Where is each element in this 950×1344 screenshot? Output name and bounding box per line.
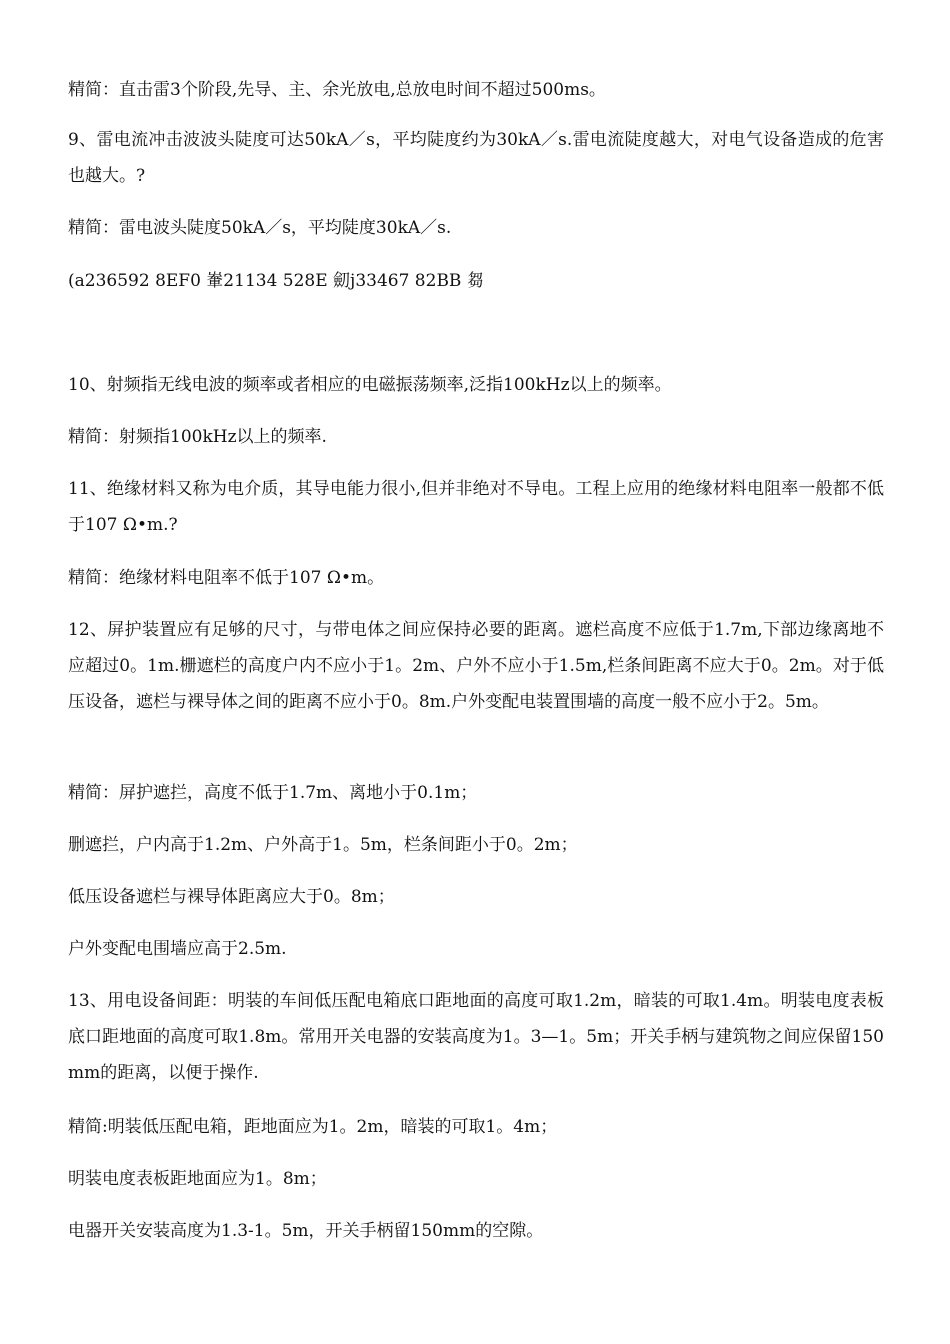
paragraph-summary-direct-lightning: 精简：直击雷3个阶段,先导、主、余光放电,总放电时间不超过500ms。 — [68, 80, 606, 100]
paragraph-item-9: 9、雷电流冲击波波头陡度可达50kA／s，平均陡度约为30kA／s.雷电流陡度越大，对电气设备造成的危害也越大。? — [68, 130, 884, 186]
paragraph-outdoor-wall-summary: 户外变配电围墙应高于2.5m. — [68, 939, 287, 959]
paragraph-low-voltage-summary: 低压设备遮栏与裸导体距离应大于0。8m； — [68, 887, 395, 907]
paragraph-summary-item-12: 精简：屏护遮拦，高度不低于1.7m、离地小于0.1m； — [68, 783, 478, 803]
paragraph-summary-item-13: 精简:明装低压配电箱，距地面应为1。2m，暗装的可取1。4m； — [68, 1117, 558, 1137]
paragraph-item-12: 12、屏护装置应有足够的尺寸，与带电体之间应保持必要的距离。遮栏高度不应低于1.7m,下部边缘离地不应超过0。1m.栅遮栏的高度户内不应小于1。2m、户外不应小于1.5m,栏条间距离不应大于0。2m。对于低压设备，遮栏与裸导体之间的距离不应小于0。8m.户外变配电装置围墙的高度一般不应小于2。5m。 — [68, 620, 884, 712]
paragraph-item-11: 11、绝缘材料又称为电介质，其导电能力很小,但并非绝对不导电。工程上应用的绝缘材料电阻率一般都不低于107 Ω•m.? — [68, 479, 884, 535]
paragraph-summary-item-9: 精简：雷电波头陡度50kA／s，平均陡度30kA／s. — [68, 218, 452, 238]
paragraph-summary-item-10: 精简：射频指100kHz以上的频率. — [68, 427, 327, 447]
paragraph-fence-summary: 删遮拦，户内高于1.2m、户外高于1。5m，栏条间距小于0。2m； — [68, 835, 578, 855]
paragraph-summary-item-11: 精简：绝缘材料电阻率不低于107 Ω•m。 — [68, 568, 385, 588]
paragraph-switch-height-summary: 电器开关安装高度为1.3-1。5m，开关手柄留150mm的空隙。 — [68, 1221, 544, 1241]
paragraph-item-13: 13、用电设备间距：明装的车间低压配电箱底口距地面的高度可取1.2m，暗装的可取1.4m。明装电度表板底口距地面的高度可取1.8m。常用开关电器的安装高度为1。3—1。5m；开关手柄与建筑物之间应保留150mm的距离，以便于操作. — [68, 991, 884, 1083]
paragraph-code-line: (a236592 8EF0 輋21134 528E 劎j33467 82BB 芻 — [68, 271, 484, 291]
paragraph-item-10: 10、射频指无线电波的频率或者相应的电磁振荡频率,泛指100kHz以上的频率。 — [68, 375, 672, 395]
paragraph-meter-board-summary: 明装电度表板距地面应为1。8m； — [68, 1169, 327, 1189]
